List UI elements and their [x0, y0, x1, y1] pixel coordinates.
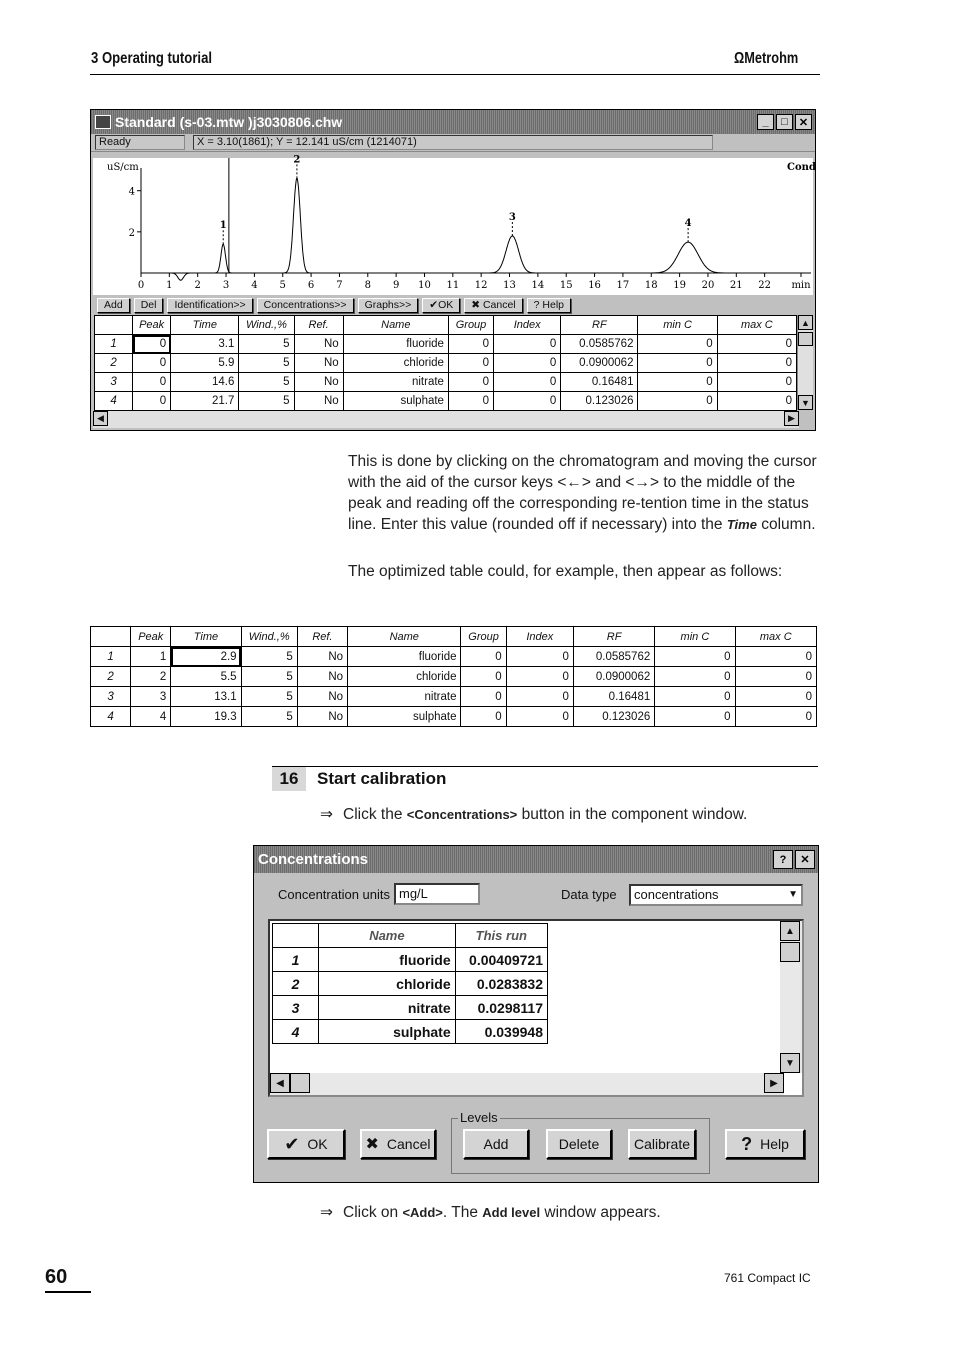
scroll-up-icon[interactable]: ▲	[780, 921, 800, 941]
opt-cell[interactable]: 0.0585762	[573, 647, 654, 667]
cursor-readout: X = 3.10(1861); Y = 12.141 uS/cm (1214071)	[193, 135, 713, 150]
opt-cell[interactable]: 0	[735, 647, 816, 667]
opt-cell[interactable]: No	[297, 647, 347, 667]
vertical-scrollbar[interactable]	[797, 315, 813, 410]
opt-row[interactable]	[91, 707, 817, 727]
opt-cell[interactable]: 19.3	[171, 707, 241, 727]
datatype-select[interactable]	[629, 884, 803, 906]
toolbar-button-3[interactable]: Concentrations>>	[257, 298, 354, 313]
peak-col-header[interactable]: Peak	[133, 316, 171, 335]
product-name: 761 Compact IC	[724, 1271, 811, 1285]
opt-cell[interactable]: No	[297, 707, 347, 727]
opt-cell[interactable]: 0	[655, 687, 735, 707]
checkmark-icon: ✔	[284, 1133, 300, 1154]
peak-col-header[interactable]: Index	[494, 316, 561, 335]
opt-cell[interactable]: No	[297, 667, 347, 687]
peak-cell[interactable]: 0	[638, 335, 717, 354]
opt-cell[interactable]: 5	[241, 687, 297, 707]
peak-cell[interactable]: 0.123026	[561, 392, 638, 411]
peak-col-header[interactable]: Ref.	[294, 316, 343, 335]
toolbar-button-2[interactable]: Identification>>	[167, 298, 252, 313]
peak-label: 3	[508, 211, 516, 223]
x-tick-label: min	[791, 280, 811, 291]
peak-label: 1	[219, 220, 227, 232]
peak-cell[interactable]: 21.7	[171, 392, 239, 411]
add-button[interactable]	[463, 1129, 529, 1159]
peak-cell[interactable]: 0	[717, 354, 796, 373]
signal-trace	[142, 179, 793, 281]
component-toolbar	[93, 296, 813, 314]
x-tick-label: 0	[137, 280, 145, 291]
ok-button[interactable]	[267, 1129, 345, 1159]
x-tick-label: 12	[474, 280, 488, 291]
opt-col-header[interactable]: Ref.	[297, 627, 347, 647]
opt-cell[interactable]: 0	[735, 707, 816, 727]
x-tick-label: 8	[364, 280, 371, 291]
conc-row[interactable]	[273, 972, 548, 996]
peak-cell[interactable]: No	[294, 335, 343, 354]
opt-cell[interactable]: 1	[131, 647, 171, 667]
time-column-ref: Time	[726, 517, 757, 532]
header-corner	[273, 924, 319, 948]
units-field[interactable]: mg/L	[394, 883, 480, 905]
conc-cell[interactable]: nitrate	[319, 996, 455, 1020]
x-tick-label: 19	[673, 280, 686, 291]
opt-col-header[interactable]: RF	[573, 627, 654, 647]
peak-cell[interactable]: 0	[638, 354, 717, 373]
scroll-thumb[interactable]	[780, 942, 800, 962]
step-text: Click on	[343, 1204, 403, 1221]
opt-col-header[interactable]: Index	[506, 627, 573, 647]
peak-cell[interactable]: 0	[133, 392, 171, 411]
chromatogram-plot[interactable]	[93, 154, 816, 295]
conc-col-header[interactable]: Name	[319, 924, 455, 948]
peak-cell[interactable]: 0.0585762	[561, 335, 638, 354]
cancel-label: Cancel	[386, 1136, 431, 1152]
horizontal-scrollbar[interactable]	[270, 1073, 784, 1095]
peak-cell[interactable]: 0	[494, 335, 561, 354]
close-button[interactable]: ✕	[795, 850, 815, 869]
peak-row-number: 4	[95, 392, 133, 411]
peak-cell[interactable]: 0	[717, 335, 796, 354]
maximize-button[interactable]: □	[776, 114, 793, 130]
x-tick-label: 10	[418, 280, 431, 291]
step-click-add	[320, 1203, 661, 1222]
conc-cell[interactable]: fluoride	[319, 948, 455, 972]
x-tick-label: 22	[758, 280, 772, 291]
scroll-right-icon[interactable]: ▶	[764, 1073, 784, 1093]
arrow-icon: ⇒	[320, 806, 333, 823]
peak-cell[interactable]: 3.1	[171, 335, 239, 354]
instruction-paragraph	[348, 451, 818, 535]
peak-cell[interactable]: 5	[239, 392, 294, 411]
levels-label: Levels	[460, 1110, 498, 1125]
section-number: 16	[272, 767, 306, 791]
toolbar-button-6[interactable]: ✖ Cancel	[464, 298, 522, 313]
delete-label: Delete	[558, 1136, 600, 1152]
conc-cell[interactable]: 0.00409721	[455, 948, 547, 972]
opt-cell[interactable]: 2.9	[171, 647, 241, 667]
x-tick-label: 3	[222, 280, 230, 291]
opt-cell[interactable]: 5.5	[171, 667, 241, 687]
peak-cell[interactable]: 0	[133, 335, 171, 354]
peak-cell[interactable]: 5.9	[171, 354, 239, 373]
peak-col-header[interactable]: Time	[171, 316, 239, 335]
opt-cell[interactable]: 0	[461, 687, 506, 707]
x-tick-label: 20	[701, 280, 715, 291]
peak-cell[interactable]: 0	[133, 354, 171, 373]
peak-cell[interactable]: 0	[133, 373, 171, 392]
step-text-mid: . The	[442, 1204, 483, 1221]
opt-col-header[interactable]: Group	[461, 627, 506, 647]
add-label: Add	[483, 1136, 509, 1152]
concentration-grid[interactable]	[268, 919, 804, 1097]
opt-cell[interactable]: 5	[241, 667, 297, 687]
optimized-paragraph: The optimized table could, for example, then appear as follows:	[348, 563, 783, 580]
peak-cell[interactable]: 0.0900062	[561, 354, 638, 373]
peak-row[interactable]	[95, 354, 797, 373]
opt-row-number: 1	[91, 647, 131, 667]
opt-cell[interactable]: 3	[131, 687, 171, 707]
peak-cell[interactable]: 0	[448, 335, 493, 354]
x-tick-label: 13	[503, 280, 516, 291]
opt-cell[interactable]: 0.0900062	[573, 667, 654, 687]
running-header-section: 3 Operating tutorial	[91, 50, 213, 67]
opt-cell[interactable]: 2	[131, 667, 171, 687]
peak-cell[interactable]: 0	[638, 373, 717, 392]
peak-col-header[interactable]: Wind.,%	[239, 316, 294, 335]
footer-rule	[45, 1291, 91, 1293]
opt-cell[interactable]: 0	[461, 667, 506, 687]
opt-cell[interactable]: 0	[655, 707, 735, 727]
peak-row[interactable]	[95, 335, 797, 354]
close-button[interactable]: ✕	[795, 114, 812, 130]
chevron-down-icon[interactable]: ▼	[788, 889, 798, 900]
conc-row[interactable]	[273, 996, 548, 1020]
peak-cell[interactable]: 0	[448, 373, 493, 392]
app-icon	[95, 115, 111, 129]
x-tick-label: 1	[166, 280, 173, 291]
x-tick-label: 4	[251, 280, 258, 291]
opt-cell[interactable]: 0	[506, 667, 573, 687]
calibrate-button[interactable]	[628, 1129, 696, 1159]
detector-label: Cond	[787, 162, 816, 173]
opt-cell[interactable]: 0.16481	[573, 687, 654, 707]
x-tick-label: 15	[559, 280, 573, 291]
opt-cell[interactable]: 0	[506, 687, 573, 707]
para-text-end: column.	[756, 516, 816, 533]
peak-cell[interactable]: chloride	[343, 354, 448, 373]
opt-cell[interactable]: 0.123026	[573, 707, 654, 727]
peak-cell[interactable]: 5	[239, 335, 294, 354]
header-corner	[91, 627, 131, 647]
peak-cell[interactable]: 5	[239, 373, 294, 392]
opt-cell[interactable]: 5	[241, 647, 297, 667]
opt-cell[interactable]: nitrate	[348, 687, 461, 707]
delete-button[interactable]	[546, 1129, 612, 1159]
conc-cell[interactable]: 0.0283832	[455, 972, 547, 996]
opt-col-header[interactable]: Time	[171, 627, 241, 647]
peak-row-number: 1	[95, 335, 133, 354]
peak-row[interactable]	[95, 373, 797, 392]
scroll-down-icon[interactable]: ▼	[798, 395, 813, 410]
conc-cell[interactable]: sulphate	[319, 1020, 455, 1044]
peak-cell[interactable]: sulphate	[343, 392, 448, 411]
opt-row-number: 2	[91, 667, 131, 687]
conc-cell[interactable]: 0.0298117	[455, 996, 547, 1020]
button-ref: <Add>	[402, 1205, 443, 1220]
peak-cell[interactable]: 14.6	[171, 373, 239, 392]
y-unit-label: uS/cm	[107, 162, 139, 173]
x-tick-label: 7	[336, 280, 343, 291]
peak-cell[interactable]: 0	[717, 392, 796, 411]
opt-col-header[interactable]: Wind.,%	[241, 627, 297, 647]
scroll-thumb[interactable]	[798, 332, 813, 346]
status-text: Ready	[95, 135, 185, 150]
optimized-peak-table	[90, 626, 817, 727]
cancel-button[interactable]	[360, 1129, 436, 1159]
calibrate-label: Calibrate	[633, 1136, 691, 1152]
peak-cell[interactable]: 0	[448, 392, 493, 411]
y-tick-label: 4	[128, 186, 135, 198]
x-tick-label: 14	[531, 280, 545, 291]
ok-label: OK	[307, 1136, 328, 1152]
x-tick-label: 16	[588, 280, 601, 291]
opt-cell[interactable]: 4	[131, 707, 171, 727]
window-ref: Add level	[482, 1205, 541, 1220]
header-corner	[95, 316, 133, 335]
arrow-icon: ⇒	[320, 1204, 333, 1221]
peak-row-number: 3	[95, 373, 133, 392]
peak-cell[interactable]: 0	[717, 373, 796, 392]
opt-cell[interactable]: 0	[506, 707, 573, 727]
para-text: This is done by clicking on the chromatogram and moving the cursor with the aid of the cursor keys <←> and <→> to the middle of the peak and reading off the corresponding re-tention time in the status line. Enter this value (rounded off if necessary) into the	[348, 453, 817, 533]
toolbar-button-5[interactable]: ✔OK	[422, 298, 460, 313]
conc-row[interactable]	[273, 1020, 548, 1044]
peak-cell[interactable]: fluoride	[343, 335, 448, 354]
peak-label: 4	[684, 218, 692, 230]
opt-col-header[interactable]: min C	[655, 627, 735, 647]
toolbar-button-4[interactable]: Graphs>>	[358, 298, 419, 313]
button-ref: <Concentrations>	[406, 807, 518, 822]
cross-icon: ✖	[365, 1136, 379, 1153]
opt-cell[interactable]: 0	[655, 667, 735, 687]
opt-cell[interactable]: chloride	[348, 667, 461, 687]
opt-cell[interactable]: 0	[461, 647, 506, 667]
peak-row[interactable]	[95, 392, 797, 411]
horizontal-scrollbar[interactable]	[93, 411, 799, 428]
units-label: Concentration units	[278, 887, 391, 902]
opt-cell[interactable]: fluoride	[348, 647, 461, 667]
opt-cell[interactable]: 5	[241, 707, 297, 727]
opt-cell[interactable]: 0	[506, 647, 573, 667]
step-click-concentrations	[320, 805, 747, 824]
peak-cell[interactable]: 0	[638, 392, 717, 411]
peak-col-header[interactable]: Group	[448, 316, 493, 335]
peak-row-number: 2	[95, 354, 133, 373]
step-text-end: button in the component window.	[517, 806, 748, 823]
help-question-icon[interactable]: ?	[773, 850, 793, 869]
question-icon: ?	[741, 1133, 753, 1154]
conc-cell[interactable]: chloride	[319, 972, 455, 996]
opt-row[interactable]	[91, 687, 817, 707]
peak-cell[interactable]: nitrate	[343, 373, 448, 392]
opt-row-number: 3	[91, 687, 131, 707]
help-label: Help	[760, 1136, 789, 1152]
toolbar-button-0[interactable]: Add	[97, 298, 130, 313]
status-line	[91, 134, 815, 152]
dialog-title: Concentrations	[258, 851, 369, 868]
conc-row[interactable]	[273, 948, 548, 972]
peak-col-header[interactable]: min C	[638, 316, 717, 335]
peak-col-header[interactable]: RF	[561, 316, 638, 335]
window-titlebar	[91, 110, 815, 134]
peak-cell[interactable]: 0	[494, 373, 561, 392]
scroll-up-icon[interactable]: ▲	[798, 315, 813, 330]
conc-cell[interactable]: 0.039948	[455, 1020, 547, 1044]
opt-cell[interactable]: 0	[655, 647, 735, 667]
peak-col-header[interactable]: max C	[717, 316, 796, 335]
opt-cell[interactable]: 0	[735, 687, 816, 707]
opt-col-header[interactable]: Peak	[131, 627, 171, 647]
datatype-value: concentrations	[634, 887, 719, 902]
x-tick-label: 6	[307, 280, 315, 291]
minimize-button[interactable]: _	[757, 114, 774, 130]
peak-cell[interactable]: 0	[494, 392, 561, 411]
peak-table[interactable]	[94, 315, 797, 411]
x-tick-label: 2	[194, 280, 201, 291]
opt-cell[interactable]: 0	[461, 707, 506, 727]
conc-row-number: 2	[273, 972, 319, 996]
x-tick-label: 9	[392, 280, 400, 291]
opt-row[interactable]	[91, 667, 817, 687]
x-tick-label: 5	[279, 280, 286, 291]
peak-cell[interactable]: 0	[494, 354, 561, 373]
y-tick-label: 2	[128, 227, 135, 239]
concentrations-dialog	[253, 845, 819, 1183]
section-title: Start calibration	[317, 769, 447, 788]
opt-cell[interactable]: 0	[735, 667, 816, 687]
peak-cell[interactable]: 0	[448, 354, 493, 373]
opt-cell[interactable]: sulphate	[348, 707, 461, 727]
conc-col-header[interactable]: This run	[455, 924, 547, 948]
toolbar-button-7[interactable]: ? Help	[527, 298, 571, 313]
conc-row-number: 3	[273, 996, 319, 1020]
peak-label: 2	[293, 154, 301, 166]
opt-row[interactable]	[91, 647, 817, 667]
x-tick-label: 11	[446, 280, 460, 291]
opt-cell[interactable]: No	[297, 687, 347, 707]
opt-row-number: 4	[91, 707, 131, 727]
header-rule	[90, 74, 820, 75]
step-text: Click the	[343, 806, 407, 823]
peak-cell[interactable]: 5	[239, 354, 294, 373]
datatype-label: Data type	[561, 887, 617, 902]
scroll-left-icon[interactable]: ◀	[93, 411, 108, 426]
help-button[interactable]	[725, 1129, 805, 1159]
window-title: Standard (s-03.mtw )j3030806.chw	[115, 114, 343, 130]
scroll-right-icon[interactable]: ▶	[784, 411, 799, 426]
opt-col-header[interactable]: Name	[348, 627, 461, 647]
x-tick-label: 18	[644, 280, 658, 291]
peak-cell[interactable]: No	[294, 354, 343, 373]
peak-cell[interactable]: No	[294, 392, 343, 411]
opt-cell[interactable]: 13.1	[171, 687, 241, 707]
peak-cell[interactable]: 0.16481	[561, 373, 638, 392]
conc-row-number: 1	[273, 948, 319, 972]
page-number: 60	[45, 1266, 68, 1288]
opt-col-header[interactable]: max C	[735, 627, 816, 647]
x-tick-label: 21	[729, 280, 743, 291]
scroll-thumb[interactable]	[290, 1073, 310, 1093]
peak-cell[interactable]: No	[294, 373, 343, 392]
step-text-end: window appears.	[540, 1204, 661, 1221]
toolbar-button-1[interactable]: Del	[134, 298, 164, 313]
vertical-scrollbar[interactable]	[780, 921, 802, 1073]
standard-window	[90, 109, 816, 431]
peak-col-header[interactable]: Name	[343, 316, 448, 335]
scroll-down-icon[interactable]: ▼	[780, 1053, 800, 1073]
dialog-titlebar	[254, 846, 818, 873]
brand-logo: ΩMetrohm	[734, 50, 799, 67]
x-tick-label: 17	[616, 280, 630, 291]
scroll-left-icon[interactable]: ◀	[270, 1073, 290, 1093]
conc-row-number: 4	[273, 1020, 319, 1044]
